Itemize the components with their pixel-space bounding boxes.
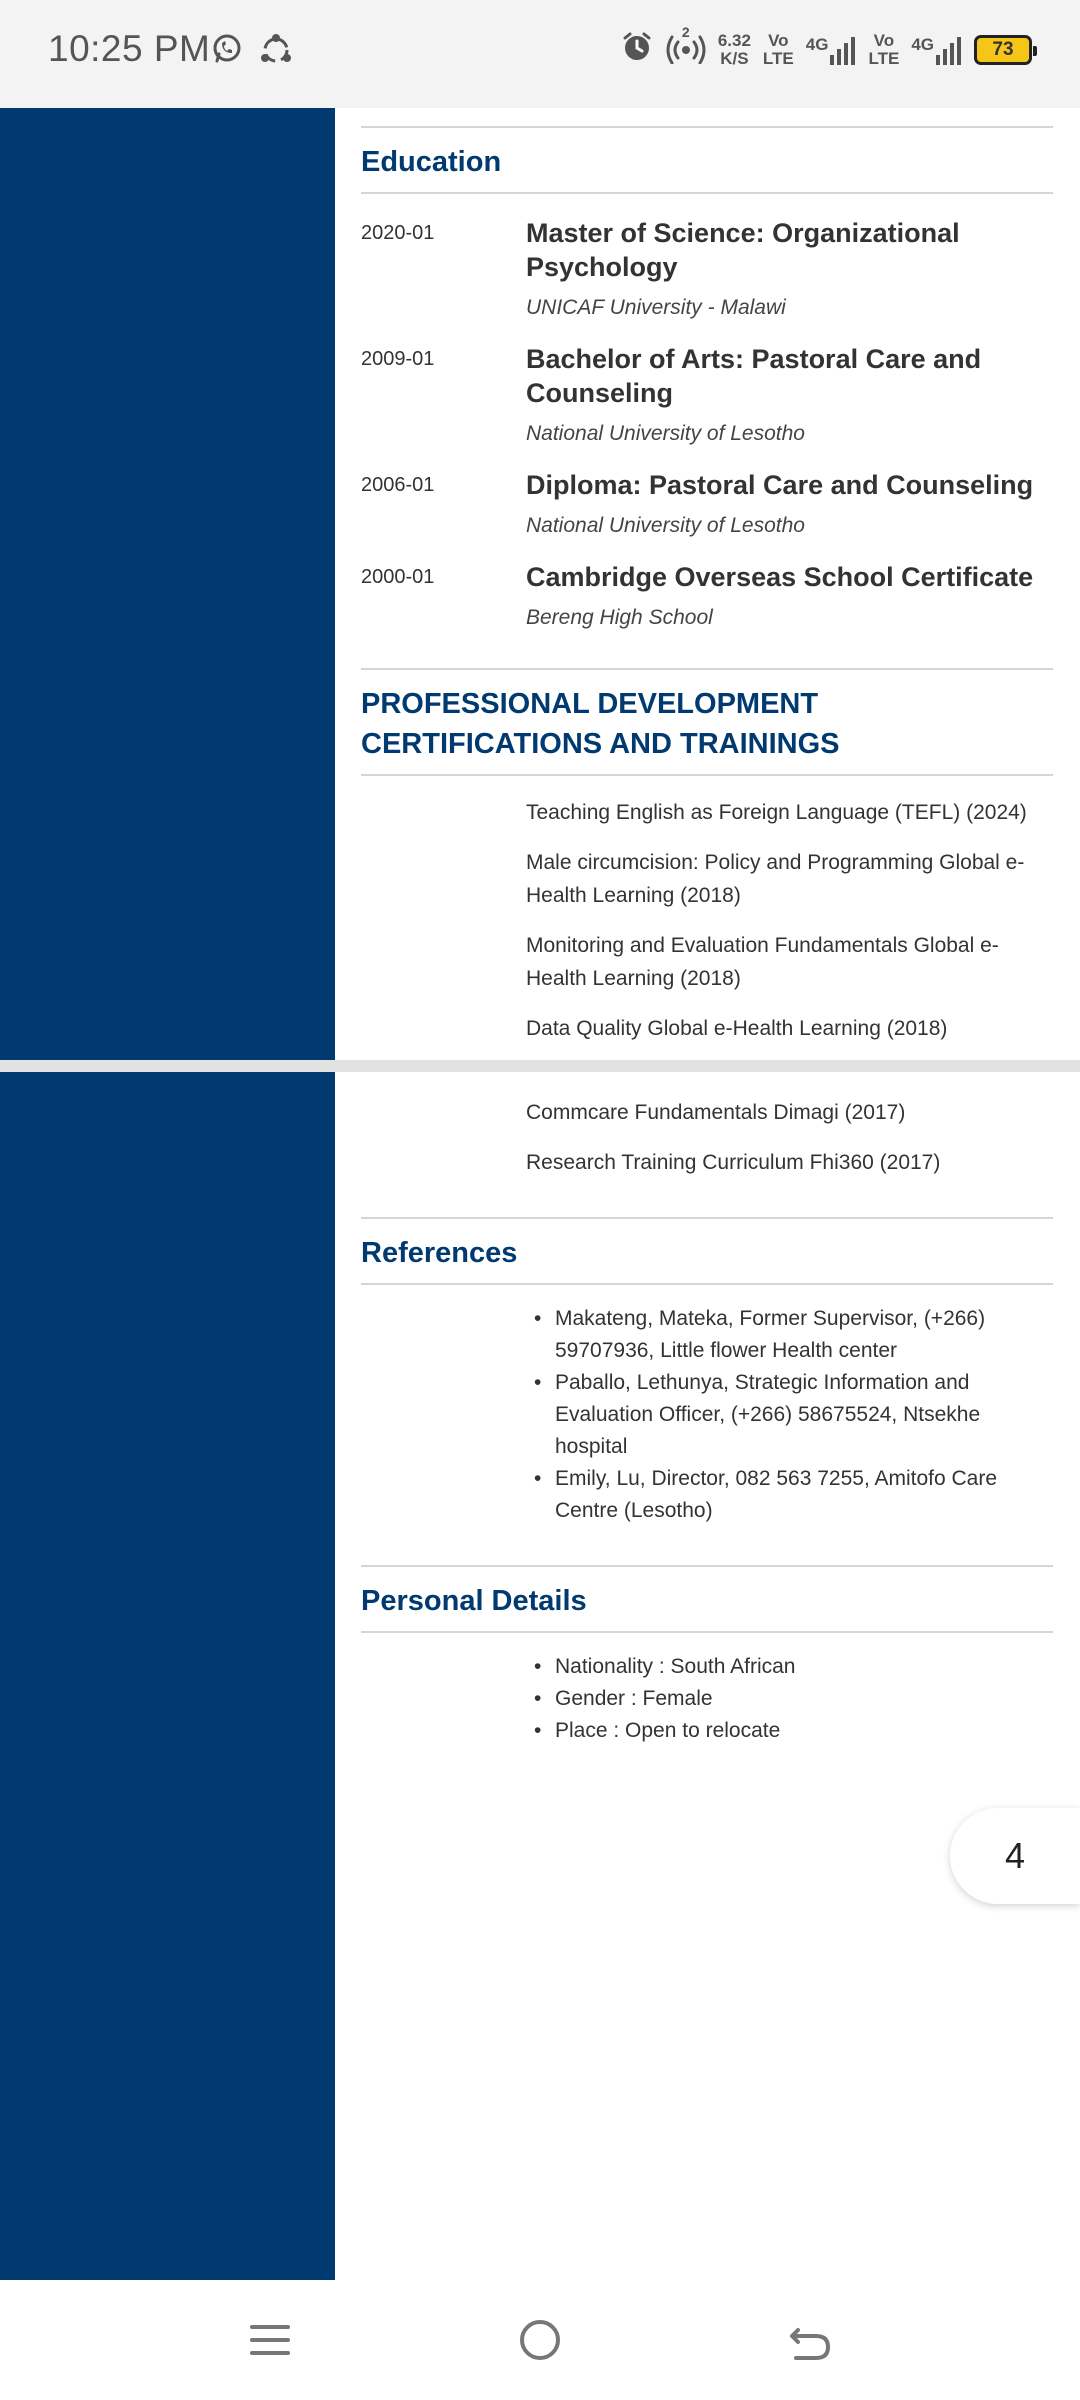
page-number: 4	[1004, 1835, 1026, 1876]
education-item	[361, 468, 1053, 538]
education-school: National University of Lesotho	[526, 422, 805, 445]
sim1-volte	[763, 32, 794, 68]
personal-detail-item: • Gender : Female	[526, 1683, 1053, 1715]
document-page	[0, 1072, 1080, 2280]
status-bar	[0, 0, 1080, 108]
signal-bars-icon	[830, 35, 856, 65]
certification-item: Monitoring and Evaluation Fundamentals Global e-Health Learning (2018)	[526, 934, 999, 990]
sim2-volte	[868, 32, 899, 68]
back-icon	[788, 2318, 832, 2362]
references-heading: References	[361, 1237, 518, 1269]
sim2-signal	[911, 35, 962, 65]
document-page	[0, 108, 1080, 1060]
section-divider	[361, 192, 1053, 194]
menu-button[interactable]	[240, 2310, 300, 2370]
personal-details-list	[526, 1651, 1053, 1747]
certification-item: Research Training Curriculum Fhi360 (2017)	[526, 1151, 941, 1174]
section-divider	[361, 1631, 1053, 1633]
share-icon	[258, 32, 294, 73]
net-speed-unit: K/S	[720, 48, 749, 68]
resume-sidebar	[0, 108, 335, 1060]
signal-bars-icon	[936, 35, 962, 65]
personal-detail-item: • Place : Open to relocate	[526, 1715, 1053, 1747]
education-date: 2006-01	[361, 474, 435, 496]
sim1-network-label: 4G	[805, 34, 829, 54]
personal-details-heading: Personal Details	[361, 1585, 587, 1617]
sim2-network-label: 4G	[911, 34, 934, 54]
net-speed-value: 6.32	[717, 30, 751, 50]
navigation-bar	[0, 2280, 1080, 2400]
education-degree: Diploma: Pastoral Care and Counseling	[526, 470, 1034, 500]
certifications-heading: PROFESSIONAL DEVELOPMENT CERTIFICATIONS AND TRAININGS	[361, 688, 840, 760]
reference-item: • Paballo, Lethunya, Strategic Information and Evaluation Officer, (+266) 58675524, Ntsekhe hospital	[526, 1367, 1053, 1463]
education-item	[361, 560, 1053, 630]
page-separator	[0, 1060, 1080, 1072]
education-heading: Education	[361, 146, 502, 178]
back-button[interactable]	[780, 2310, 840, 2370]
whatsapp-icon	[210, 32, 244, 73]
personal-detail-item: • Nationality : South African	[526, 1651, 1053, 1683]
education-degree: Bachelor of Arts: Pastoral Care and Counseling	[526, 344, 982, 408]
sim1-lte: LTE	[762, 48, 794, 68]
net-speed	[718, 32, 751, 68]
reference-item: • Makateng, Mateka, Former Supervisor, (+266) 59707936, Little flower Health center	[526, 1303, 1053, 1367]
hotspot-count: 2	[681, 24, 690, 40]
home-button[interactable]	[510, 2310, 570, 2370]
education-school: UNICAF University - Malawi	[526, 296, 786, 319]
alarm-icon	[620, 30, 654, 69]
education-date: 2009-01	[361, 348, 435, 370]
sim1-signal	[806, 35, 857, 65]
notification-icons	[210, 32, 294, 73]
document-viewer[interactable]	[0, 108, 1080, 2280]
section-divider	[361, 774, 1053, 776]
sim1-vo: Vo	[768, 30, 789, 50]
battery-icon	[974, 35, 1032, 65]
education-date: 2020-01	[361, 222, 435, 244]
menu-icon	[248, 2318, 292, 2362]
references-list	[526, 1303, 1053, 1527]
education-item	[361, 342, 1053, 446]
status-right-icons	[620, 24, 1032, 69]
reference-item: • Emily, Lu, Director, 082 563 7255, Amitofo Care Centre (Lesotho)	[526, 1463, 1053, 1527]
education-degree: Cambridge Overseas School Certificate	[526, 562, 1034, 592]
certification-item: Teaching English as Foreign Language (TEFL) (2024)	[526, 801, 1027, 824]
certification-item: Male circumcision: Policy and Programming Global e-Health Learning (2018)	[526, 851, 1025, 907]
hotspot-icon	[666, 24, 706, 69]
status-time: 10:25 PM	[48, 28, 211, 69]
section-divider	[361, 1283, 1053, 1285]
education-item	[361, 216, 1053, 320]
education-school: National University of Lesotho	[526, 514, 805, 537]
certification-item: Data Quality Global e-Health Learning (2018)	[526, 1017, 948, 1040]
education-date: 2000-01	[361, 566, 435, 588]
certification-item: Commcare Fundamentals Dimagi (2017)	[526, 1101, 906, 1124]
page2-content	[361, 1072, 1053, 1747]
education-school: Bereng High School	[526, 606, 713, 629]
education-section	[361, 126, 1053, 1045]
sim2-vo: Vo	[873, 30, 895, 50]
resume-sidebar	[0, 1072, 335, 2280]
home-icon	[518, 2318, 562, 2362]
education-degree: Master of Science: Organizational Psychology	[526, 218, 960, 282]
page-number-indicator[interactable]	[950, 1808, 1080, 1904]
sim2-lte: LTE	[868, 48, 900, 68]
battery-percent: 73	[992, 38, 1014, 60]
